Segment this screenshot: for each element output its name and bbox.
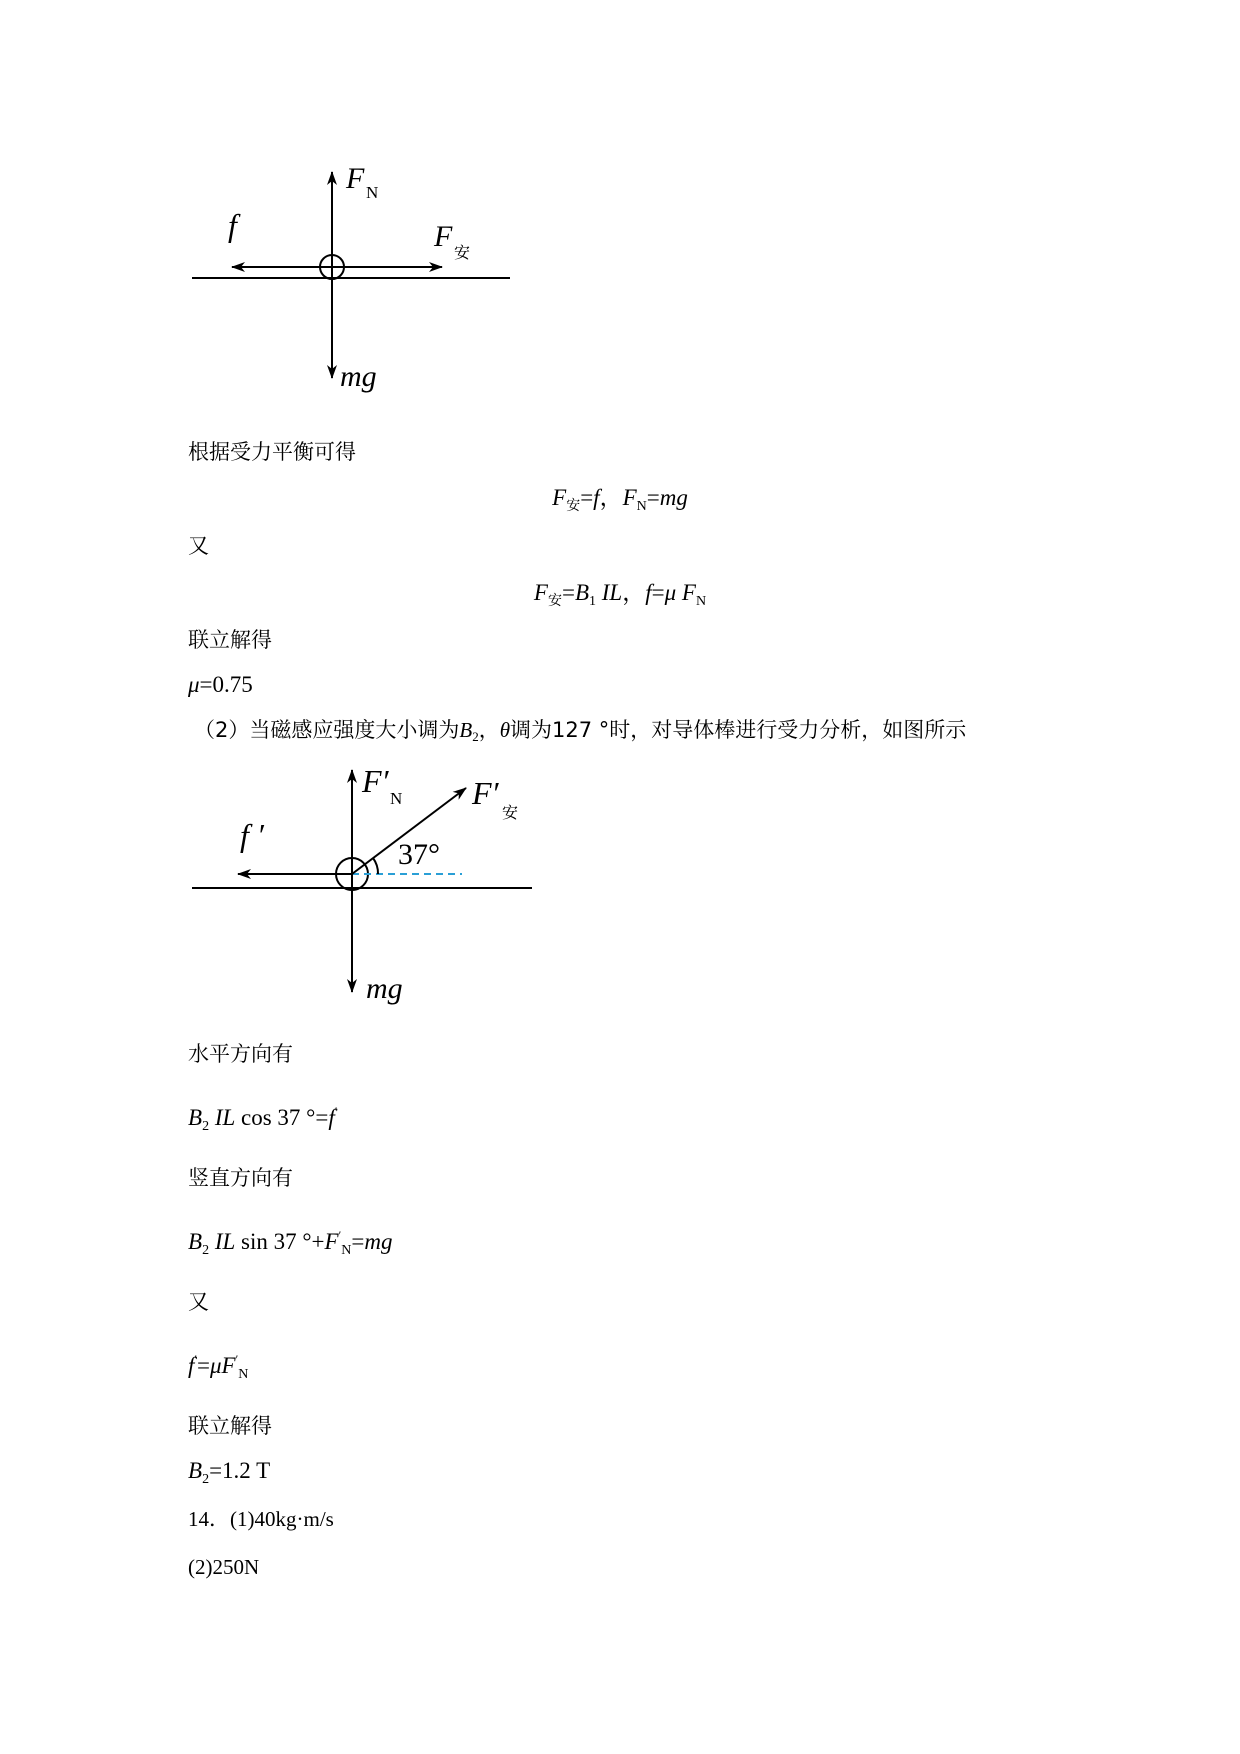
label-famp: F xyxy=(434,220,453,253)
equation-6: $B_2=1.2$ T xyxy=(188,1458,271,1487)
label-mg-2: mg xyxy=(366,972,403,1005)
label-fn: F xyxy=(346,162,365,195)
label-fn-prime: F′ xyxy=(362,763,389,799)
answer-14-2: (2)250N xyxy=(188,1555,260,1579)
text-line-5: （2）当磁感应强度大小调为$B_2$，θ调为127 °时，对导体棒进行受力分析，如图所示 xyxy=(194,718,967,744)
angle-arc xyxy=(373,858,378,874)
text-line-9: 联立解得 xyxy=(188,1414,272,1438)
equation-5: $f'=\mu F'_N$ xyxy=(188,1352,249,1382)
equation-2: $F_安=B_1$ IL，f=μ $F_N$ xyxy=(533,580,707,609)
text-line-3: 联立解得 xyxy=(188,628,272,652)
label-fn-sub: N xyxy=(366,183,379,202)
text-line-1: 根据受力平衡可得 xyxy=(188,440,356,464)
text-line-8: 又 xyxy=(188,1290,209,1314)
force-diagram-1 xyxy=(180,150,520,400)
answer-14-1: 14．(1)40kg·m/s xyxy=(188,1507,334,1531)
equation-4: $B_2$ IL sin 37 $^\circ+F'_N=mg$ xyxy=(188,1228,393,1258)
label-f-prime: f ′ xyxy=(240,817,264,853)
label-famp-sub: 安 xyxy=(454,245,471,262)
label-famp-prime-sub: 安 xyxy=(502,805,519,822)
text-line-6: 水平方向有 xyxy=(188,1042,293,1066)
equation-3: $B_2$ IL cos 37 °=f′ xyxy=(188,1104,338,1134)
text-line-7: 竖直方向有 xyxy=(188,1166,293,1190)
text-line-2: 又 xyxy=(188,534,209,558)
label-f: f xyxy=(228,207,237,243)
label-mg: mg xyxy=(340,360,377,393)
equation-1: $F_安=f$，$F_N=mg$ xyxy=(552,485,688,514)
label-fn-prime-sub: N xyxy=(390,789,403,808)
force-diagram-2 xyxy=(180,752,540,1010)
label-famp-prime: F′ xyxy=(472,775,499,811)
equation-mu: μ=0.75 xyxy=(188,672,253,697)
label-angle: 37° xyxy=(398,838,440,871)
